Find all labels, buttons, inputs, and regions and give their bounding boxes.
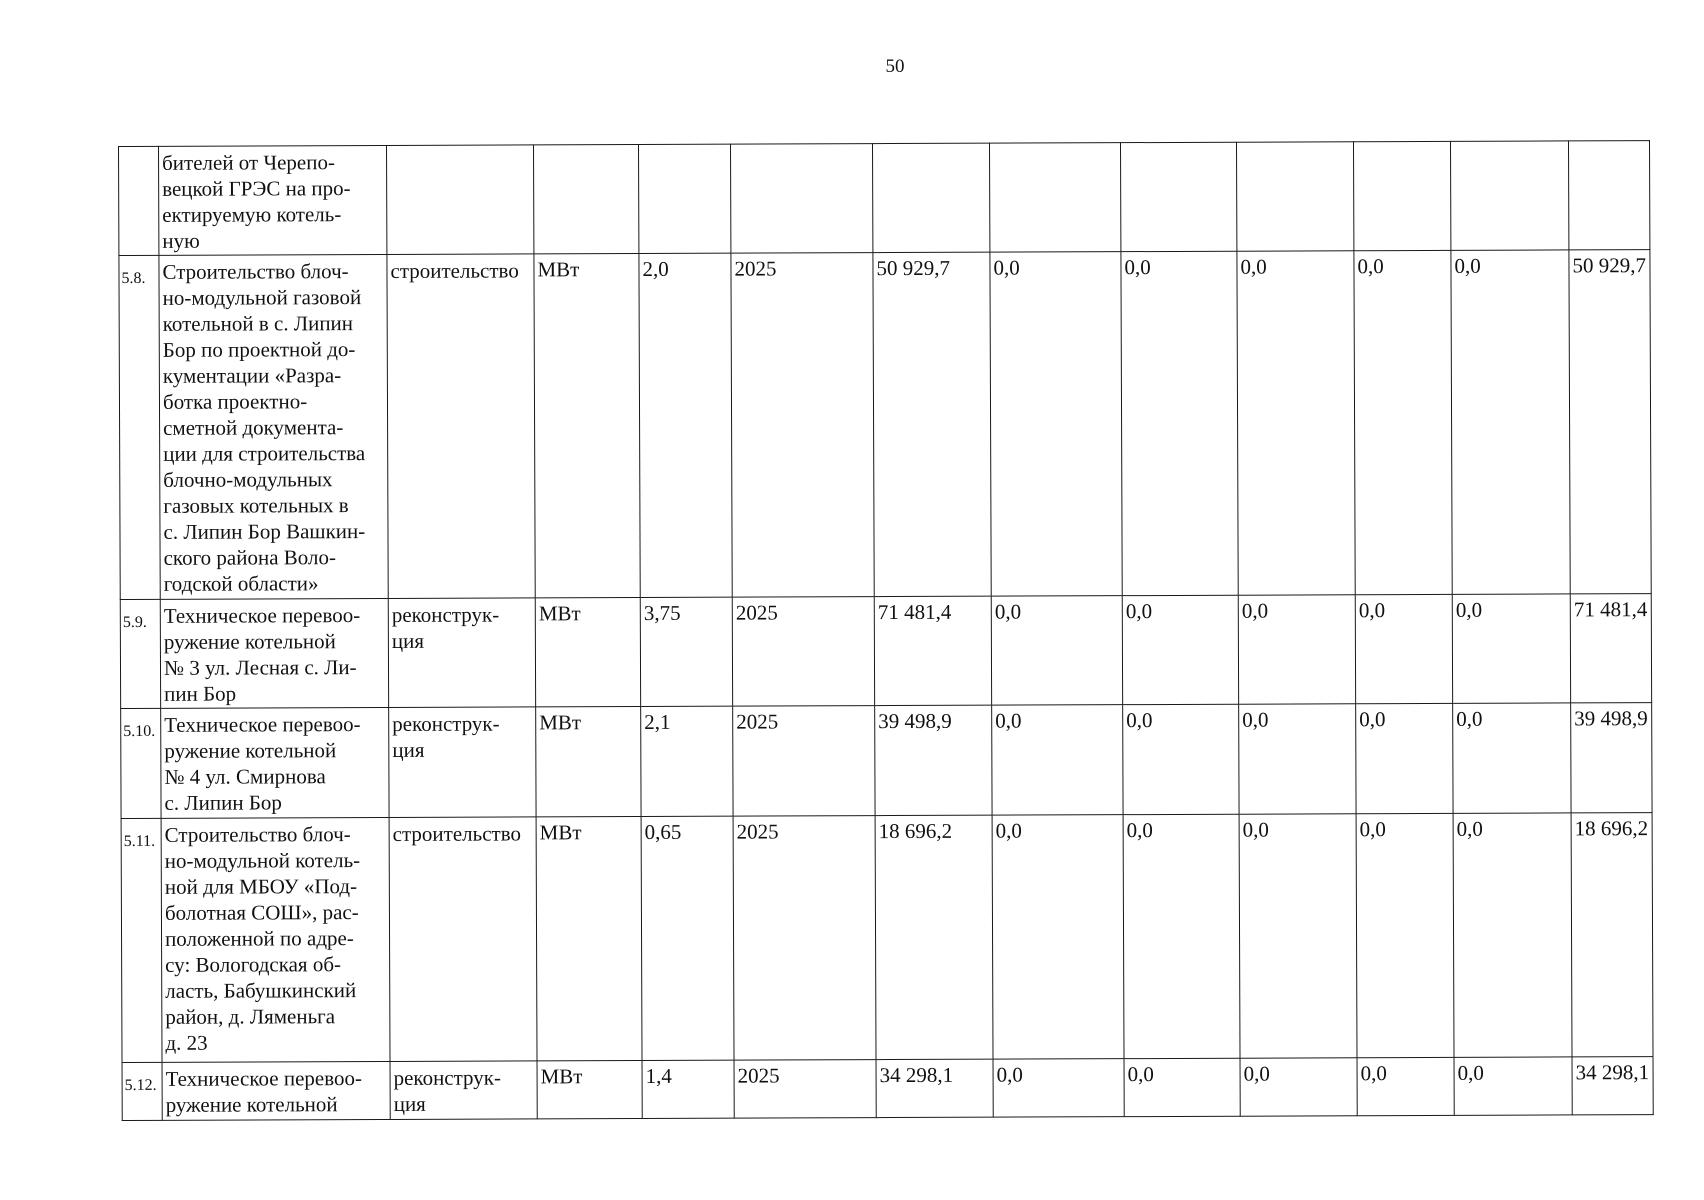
unit (533, 145, 638, 254)
cost-value: 0,0 (1121, 251, 1238, 595)
cost-value: 0,0 (1355, 594, 1452, 703)
row-number: 5.12. (122, 1062, 162, 1120)
table-row (119, 250, 1651, 600)
cost-total-2025: 39 498,9 (1571, 703, 1652, 813)
project-name: Строительство блоч- но-модульной котель- ной для МБОУ «Под- болотная СОШ», рас- положенной по адре- су: Вологодская об- ласть, Бабушкинский район, д. Ляменьга д. 23 (161, 817, 390, 1062)
cost-total-2025 (1568, 141, 1649, 250)
cost-value: 0,0 (1454, 1057, 1572, 1115)
cost-value (1120, 142, 1236, 251)
investment-table (118, 140, 1653, 1121)
work-type: реконструк- ция (388, 598, 535, 708)
project-name: Техническое перевоо- ружение котельной (162, 1061, 390, 1120)
cost-value: 0,0 (1239, 704, 1356, 814)
cost-value (1450, 141, 1568, 250)
cost-value: 0,0 (991, 596, 1122, 706)
cost-value: 0,0 (1123, 704, 1239, 814)
year (730, 144, 872, 254)
cost-value: 0,0 (993, 1059, 1124, 1118)
cost-value: 0,0 (1237, 251, 1355, 595)
project-name: бителей от Черепо- вецкой ГРЭС на про- ектируемую котель- ную (159, 145, 387, 255)
total-cost: 39 498,9 (875, 705, 992, 815)
row-number: 5.8. (119, 255, 160, 599)
table-row (122, 1057, 1653, 1121)
cost-value (989, 143, 1120, 253)
cost-value: 0,0 (992, 705, 1123, 816)
cost-value: 0,0 (1357, 1057, 1454, 1115)
work-type: строительство (387, 254, 535, 599)
cost-total-2025: 18 696,2 (1571, 813, 1652, 1057)
total-cost: 18 696,2 (875, 815, 993, 1059)
cost-value: 0,0 (1124, 1058, 1240, 1116)
total-cost (872, 143, 989, 252)
unit: МВт (534, 254, 640, 598)
capacity: 2,1 (641, 706, 733, 816)
capacity: 1,4 (642, 1060, 734, 1118)
row-number: 5.10. (121, 708, 161, 818)
cost-value: 0,0 (992, 815, 1124, 1060)
cost-value: 0,0 (1123, 814, 1240, 1058)
cost-value: 0,0 (1240, 1058, 1357, 1116)
year: 2025 (734, 1060, 876, 1119)
unit: МВт (537, 1060, 642, 1118)
capacity (638, 144, 730, 253)
work-type: строительство (389, 817, 537, 1062)
cost-value: 0,0 (1122, 595, 1238, 704)
project-name: Техническое перевоо- ружение котельной № 3 ул. Лесная с. Ли- пин Бор (160, 598, 388, 708)
cost-value (1353, 141, 1450, 250)
row-number (119, 146, 159, 255)
cost-total-2025: 34 298,1 (1572, 1057, 1653, 1115)
year: 2025 (733, 706, 875, 817)
total-cost: 50 929,7 (873, 252, 991, 596)
cost-value (1236, 142, 1353, 251)
table-row (121, 813, 1652, 1063)
unit: МВт (536, 816, 642, 1060)
unit: МВт (536, 706, 641, 816)
table-row (119, 141, 1650, 256)
capacity: 0,65 (641, 816, 734, 1060)
work-type (386, 145, 533, 255)
cost-value: 0,0 (1238, 595, 1355, 704)
unit: МВт (535, 597, 640, 706)
cost-value: 0,0 (1453, 703, 1571, 813)
cost-total-2025: 71 481,4 (1570, 594, 1651, 703)
row-number: 5.11. (121, 818, 162, 1062)
work-type: реконструк- ция (390, 1061, 537, 1120)
project-name: Строительство блоч- но-модульной газовой котельной в с. Липин Бор по проектной до- кументации «Разра- ботка проектно- сметной документа- ции для строительства блочно-модульных газовых котельных в с. Липин Бор Вашкин- ского района Воло- годской области» (159, 254, 388, 599)
cost-value: 0,0 (1451, 250, 1570, 594)
cost-value: 0,0 (1452, 594, 1570, 703)
capacity: 3,75 (640, 597, 732, 706)
total-cost: 34 298,1 (876, 1059, 993, 1117)
page-number: 50 (885, 56, 905, 77)
cost-value: 0,0 (990, 252, 1122, 597)
table-row (121, 703, 1652, 819)
row-number: 5.9. (120, 599, 160, 708)
year: 2025 (733, 816, 876, 1061)
work-type: реконструк- ция (389, 707, 536, 818)
cost-value: 0,0 (1356, 703, 1453, 813)
cost-value: 0,0 (1453, 813, 1572, 1057)
total-cost: 71 481,4 (874, 596, 991, 705)
year: 2025 (732, 597, 874, 707)
cost-total-2025: 50 929,7 (1569, 250, 1651, 594)
cost-value: 0,0 (1239, 814, 1357, 1058)
cost-value: 0,0 (1356, 813, 1454, 1057)
capacity: 2,0 (639, 253, 732, 597)
cost-value: 0,0 (1354, 250, 1452, 594)
project-name: Техническое перевоо- ружение котельной № 4 ул. Смирнова с. Липин Бор (161, 707, 389, 818)
table-row (120, 594, 1651, 709)
year: 2025 (731, 253, 874, 598)
